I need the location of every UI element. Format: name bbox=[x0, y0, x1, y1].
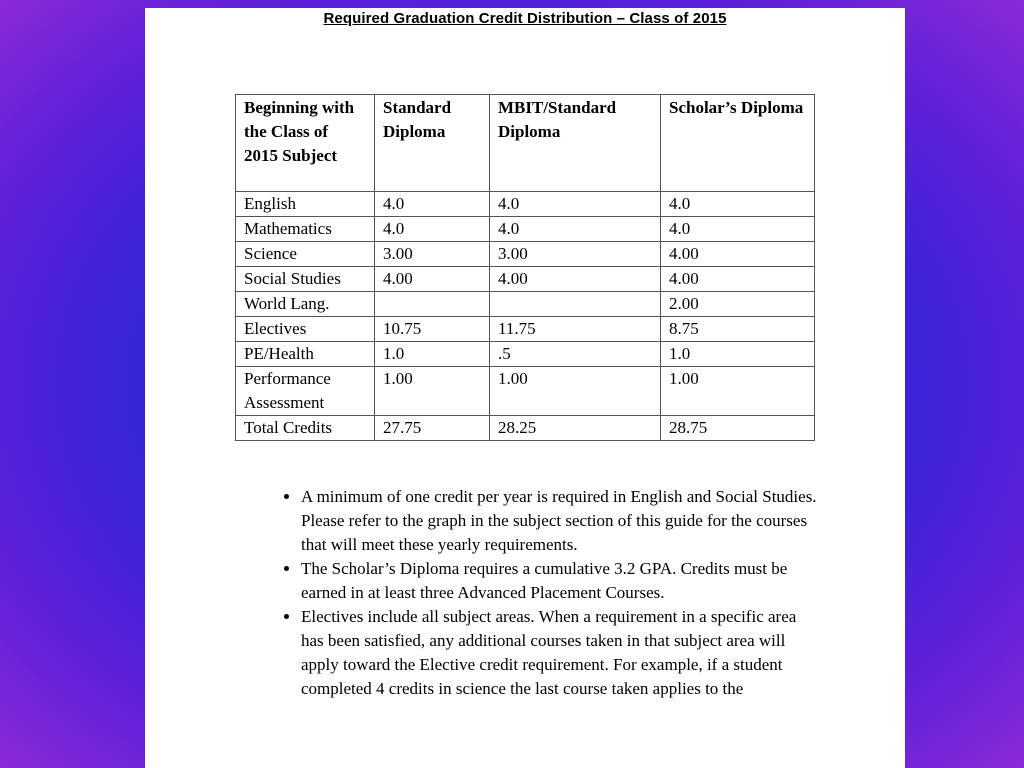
header-scholars-diploma: Scholar’s Diploma bbox=[661, 95, 815, 192]
row-standard: 1.0 bbox=[375, 342, 490, 367]
list-item: • Electives include all subject areas. When a requirement in a specific area has been satisfied, any additional courses taken in that subject area will apply toward the Elective credit requirement. For example, if a student completed 4 credits in science the last course taken applies to the bbox=[301, 605, 821, 701]
row-subject: English bbox=[236, 192, 375, 217]
table-row bbox=[236, 267, 815, 292]
table-row bbox=[236, 242, 815, 267]
row-scholars: 4.0 bbox=[661, 217, 815, 242]
list-item: • The Scholar’s Diploma requires a cumulative 3.2 GPA. Credits must be earned in at least three Advanced Placement Courses. bbox=[301, 557, 821, 605]
table-row bbox=[236, 416, 815, 441]
row-standard: 4.0 bbox=[375, 192, 490, 217]
table-row bbox=[236, 367, 815, 416]
row-subject: PE/Health bbox=[236, 342, 375, 367]
row-mbit bbox=[490, 292, 661, 317]
row-scholars: 28.75 bbox=[661, 416, 815, 441]
table-row bbox=[236, 317, 815, 342]
header-subject: Beginning with the Class of 2015 Subject bbox=[236, 95, 375, 192]
document-title: Required Graduation Credit Distribution – Class of 2015 bbox=[323, 10, 727, 27]
row-mbit: .5 bbox=[490, 342, 661, 367]
row-subject: World Lang. bbox=[236, 292, 375, 317]
row-subject: Mathematics bbox=[236, 217, 375, 242]
row-mbit: 28.25 bbox=[490, 416, 661, 441]
row-scholars: 4.0 bbox=[661, 192, 815, 217]
row-standard: 27.75 bbox=[375, 416, 490, 441]
row-scholars: 4.00 bbox=[661, 242, 815, 267]
document-page bbox=[145, 8, 905, 768]
row-standard: 3.00 bbox=[375, 242, 490, 267]
row-subject: Science bbox=[236, 242, 375, 267]
row-scholars: 1.0 bbox=[661, 342, 815, 367]
row-mbit: 4.0 bbox=[490, 192, 661, 217]
table-row bbox=[236, 292, 815, 317]
table-row bbox=[236, 192, 815, 217]
row-subject: Social Studies bbox=[236, 267, 375, 292]
row-mbit: 4.00 bbox=[490, 267, 661, 292]
list-item: • A minimum of one credit per year is required in English and Social Studies. Please refer to the graph in the subject section of this guide for the courses that will meet these yearly requirements. bbox=[301, 485, 821, 557]
header-mbit-standard-diploma: MBIT/Standard Diploma bbox=[490, 95, 661, 192]
requirements-notes-list bbox=[275, 485, 821, 701]
row-standard: 4.0 bbox=[375, 217, 490, 242]
row-subject: Performance Assessment bbox=[236, 367, 375, 416]
row-standard: 10.75 bbox=[375, 317, 490, 342]
credit-distribution-table bbox=[235, 94, 815, 441]
row-standard: 4.00 bbox=[375, 267, 490, 292]
row-scholars: 1.00 bbox=[661, 367, 815, 416]
row-standard: 1.00 bbox=[375, 367, 490, 416]
table-row bbox=[236, 342, 815, 367]
row-subject: Total Credits bbox=[236, 416, 375, 441]
row-mbit: 3.00 bbox=[490, 242, 661, 267]
row-mbit: 4.0 bbox=[490, 217, 661, 242]
table-header-row bbox=[236, 95, 815, 192]
row-scholars: 4.00 bbox=[661, 267, 815, 292]
row-scholars: 2.00 bbox=[661, 292, 815, 317]
row-standard bbox=[375, 292, 490, 317]
row-mbit: 11.75 bbox=[490, 317, 661, 342]
row-scholars: 8.75 bbox=[661, 317, 815, 342]
header-standard-diploma: Standard Diploma bbox=[375, 95, 490, 192]
row-mbit: 1.00 bbox=[490, 367, 661, 416]
row-subject: Electives bbox=[236, 317, 375, 342]
table-row bbox=[236, 217, 815, 242]
